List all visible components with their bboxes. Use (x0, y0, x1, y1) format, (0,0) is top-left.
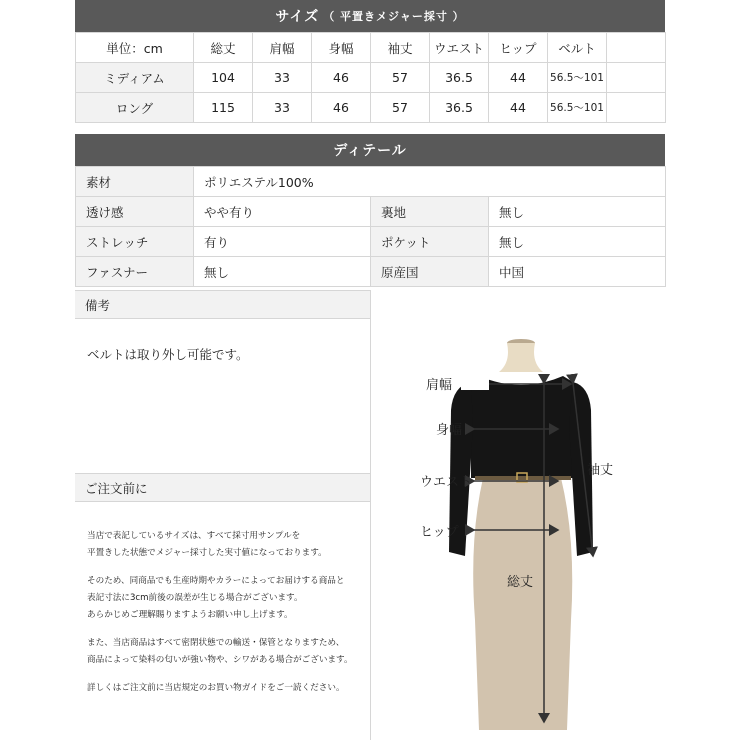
detail-label: 裏地 (371, 197, 489, 227)
size-section-header (75, 0, 665, 32)
size-cell: 44 (489, 63, 548, 93)
size-cell-empty (607, 63, 666, 93)
detail-value: やや有り (194, 197, 371, 227)
size-cell: 56.5～101 (548, 93, 607, 123)
size-cell: 46 (312, 93, 371, 123)
size-row-name: ロング (76, 93, 194, 123)
detail-value: 無し (489, 227, 666, 257)
detail-value: 無し (194, 257, 371, 287)
table-row (76, 257, 666, 287)
size-row-name: ミディアム (76, 63, 194, 93)
detail-value-material: ポリエステル100% (194, 167, 666, 197)
detail-value: 無し (489, 197, 666, 227)
table-row (76, 197, 666, 227)
spacer (75, 123, 665, 134)
size-header-unit: 単位：cm (76, 33, 194, 63)
size-cell: 36.5 (430, 63, 489, 93)
notes-column (75, 290, 371, 740)
detail-label: ファスナー (76, 257, 194, 287)
size-table-header-row (76, 33, 666, 63)
label-shoulder: 肩幅 (426, 378, 453, 393)
size-cell: 36.5 (430, 93, 489, 123)
order-notes-body (75, 502, 370, 697)
table-row (76, 227, 666, 257)
detail-label: ストレッチ (76, 227, 194, 257)
size-cell-empty (607, 93, 666, 123)
order-note-paragraph: そのため、同商品でも生産時期やカラーによってお届けする商品と 表記寸法に3cm前後の誤差が生じる場合がございます。 あらかじめご理解賜りますようお願い申し上げます。 (87, 576, 345, 620)
detail-label: 透け感 (76, 197, 194, 227)
size-header-empty (607, 33, 666, 63)
detail-label: ポケット (371, 227, 489, 257)
order-notes-title: ご注文前に (85, 480, 148, 496)
size-cell: 115 (194, 93, 253, 123)
order-note-paragraph: 詳しくはご注文前に当店規定のお買い物ガイドをご一読ください。 (87, 683, 345, 693)
size-header-waist: ウエスト (430, 33, 489, 63)
label-length: 総丈 (507, 575, 534, 590)
detail-section-header (75, 134, 665, 166)
detail-value: 中国 (489, 257, 666, 287)
label-waist: ウエスト (420, 475, 473, 490)
size-header-hip: ヒップ (489, 33, 548, 63)
size-cell: 33 (253, 63, 312, 93)
measurement-diagram (371, 290, 665, 740)
size-section-title: サイズ (275, 9, 320, 25)
size-header-length: 総丈 (194, 33, 253, 63)
size-section-subtitle: （ 平置きメジャー採寸 ） (323, 10, 465, 23)
size-cell: 44 (489, 93, 548, 123)
detail-section-title: ディテール (333, 143, 407, 159)
order-note-paragraph: 当店で表記しているサイズは、すべて採寸用サンプルを 平置きした状態でメジャー採寸した実寸値になっております。 (87, 531, 327, 558)
remarks-text: ベルトは取り外し可能です。 (87, 347, 249, 362)
table-row (76, 93, 666, 123)
detail-value: 有り (194, 227, 371, 257)
detail-label: 原産国 (371, 257, 489, 287)
size-header-sleeve: 袖丈 (371, 33, 430, 63)
table-row (76, 167, 666, 197)
dress-illustration (371, 290, 665, 740)
remarks-title: 備考 (85, 297, 111, 313)
size-header-shoulder: 肩幅 (253, 33, 312, 63)
spec-sheet (75, 0, 665, 287)
table-row (76, 63, 666, 93)
order-notes-header (75, 473, 370, 502)
label-chest: 身幅 (436, 423, 463, 438)
remarks-body (75, 319, 370, 473)
remarks-header (75, 290, 370, 319)
lower-section (75, 290, 665, 740)
mannequin-neck (499, 339, 543, 372)
size-header-chest: 身幅 (312, 33, 371, 63)
detail-label-material: 素材 (76, 167, 194, 197)
label-sleeve: 袖丈 (587, 463, 614, 478)
size-header-belt: ベルト (548, 33, 607, 63)
size-cell: 46 (312, 63, 371, 93)
detail-table (75, 166, 666, 287)
dress-skirt (473, 478, 572, 730)
order-note-paragraph: また、当店商品はすべて密閉状態での輸送・保管となりますため、 商品によって染料の匂いが強い物や、シワがある場合がございます。 (87, 638, 353, 665)
size-table (75, 32, 666, 123)
size-cell: 33 (253, 93, 312, 123)
size-cell: 57 (371, 93, 430, 123)
size-cell: 104 (194, 63, 253, 93)
label-bg (461, 375, 489, 390)
label-hip: ヒップ (420, 525, 459, 540)
size-cell: 56.5～101 (548, 63, 607, 93)
size-cell: 57 (371, 63, 430, 93)
